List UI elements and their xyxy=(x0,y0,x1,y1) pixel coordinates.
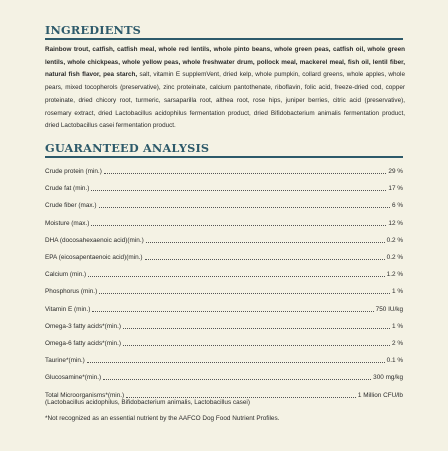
analysis-row xyxy=(45,304,403,314)
analysis-row xyxy=(45,355,403,365)
microorganisms-note: (Lactobacillus acidophilus, Bifidobacterium animalis, Lactobacillus casei) xyxy=(45,399,250,406)
analysis-value: 0.2 % xyxy=(386,236,403,244)
ingredients-list xyxy=(45,44,405,133)
ingredients-primary: Rainbow trout, catfish, catfish meal, whole red lentils, whole pinto beans, whole green peas, catfish oil, whole green lentils, whole chickpeas, whole yellow peas, whole freshwater drum, pollock meal, mackerel meal, fish oil, lentil fiber, natural fish flavor, pea starch, xyxy=(45,46,405,79)
analysis-value: 0.2 % xyxy=(386,254,403,261)
analysis-label: Crude fat (min.) xyxy=(45,185,90,193)
dot-leader xyxy=(99,293,390,294)
analysis-value: 17 % xyxy=(388,185,403,193)
analysis-label: Vitamin E (min.) xyxy=(45,305,91,313)
analysis-value: 12 % xyxy=(388,219,403,227)
aafco-footnote: *Not recognized as an essential nutrient by the AAFCO Dog Food Nutrient Profiles. xyxy=(45,415,280,422)
analysis-label: Moisture (max.) xyxy=(45,219,90,227)
analysis-label: Calcium (min.) xyxy=(45,271,87,279)
analysis-label: Taurine*(min.) xyxy=(45,357,85,365)
analysis-rule xyxy=(45,156,403,158)
analysis-row xyxy=(45,372,403,382)
analysis-value: 1.2 % xyxy=(386,271,403,279)
dot-leader xyxy=(87,362,385,363)
analysis-row xyxy=(45,166,403,176)
analysis-value: 1 % xyxy=(391,288,403,296)
analysis-value: 2 % xyxy=(391,340,403,347)
analysis-label: Crude fiber (max.) xyxy=(45,202,97,210)
analysis-value: 0.1 % xyxy=(386,357,403,365)
dot-leader xyxy=(88,276,384,277)
analysis-row xyxy=(45,252,403,262)
analysis-label: Omega-3 fatty acids*(min.) xyxy=(45,322,122,330)
dot-leader xyxy=(92,311,373,312)
analysis-row xyxy=(45,183,403,193)
dot-leader xyxy=(104,173,387,174)
analysis-row xyxy=(45,286,403,296)
dot-leader xyxy=(91,190,386,191)
analysis-row xyxy=(45,338,403,348)
analysis-label: Glucosamine*(min.) xyxy=(45,374,102,382)
dot-leader xyxy=(123,345,390,346)
analysis-row xyxy=(45,218,403,228)
analysis-label: DHA (docosahexaenoic acid)(min.) xyxy=(45,236,144,244)
analysis-value: 6 % xyxy=(391,202,403,210)
analysis-label: Omega-6 fatty acids*(min.) xyxy=(45,340,122,347)
analysis-label: Phosphorus (min.) xyxy=(45,288,98,296)
analysis-label: EPA (eicosapentaenoic acid)(min.) xyxy=(45,254,143,261)
ingredients-secondary: salt, vitamin E supplemVent, dried kelp, whole pumpkin, collard greens, whole apples, whole pears, mixed tocopherols (preservative), zinc proteinate, calcium pantothenate, riboflavin, folic acid, freeze-dried cod, copper proteinate, dried chicory root, turmeric, sarsaparilla root, althea root, rose hips, juniper berries, citric acid (preservative), rosemary extract, dried Lactobacillus acidophilus fermentation product, dried Bifidobacterium animalis fermentation product, dried Lactobacillus casei fermentation product. xyxy=(45,71,405,130)
dot-leader xyxy=(99,207,390,208)
analysis-row xyxy=(45,200,403,210)
analysis-label: Crude protein (min.) xyxy=(45,168,102,175)
dot-leader xyxy=(145,259,385,260)
analysis-value: 29 % xyxy=(388,168,403,175)
analysis-value: 300 mg/kg xyxy=(373,374,403,382)
analysis-row xyxy=(45,321,403,331)
analysis-value: 1 Million CFU/lb xyxy=(357,391,403,399)
dot-leader xyxy=(103,379,371,380)
analysis-value: 1 % xyxy=(391,322,403,330)
analysis-row xyxy=(45,269,403,279)
dot-leader xyxy=(146,242,385,243)
analysis-label: Total Microorganisms*(min.) xyxy=(45,391,125,399)
dot-leader xyxy=(91,225,386,226)
analysis-value: 750 IU/kg xyxy=(375,305,403,313)
dot-leader xyxy=(123,328,390,329)
ingredients-rule xyxy=(45,38,403,40)
ingredients-heading: INGREDIENTS xyxy=(45,23,142,37)
analysis-row xyxy=(45,235,403,245)
analysis-heading: GUARANTEED ANALYSIS xyxy=(45,141,210,155)
